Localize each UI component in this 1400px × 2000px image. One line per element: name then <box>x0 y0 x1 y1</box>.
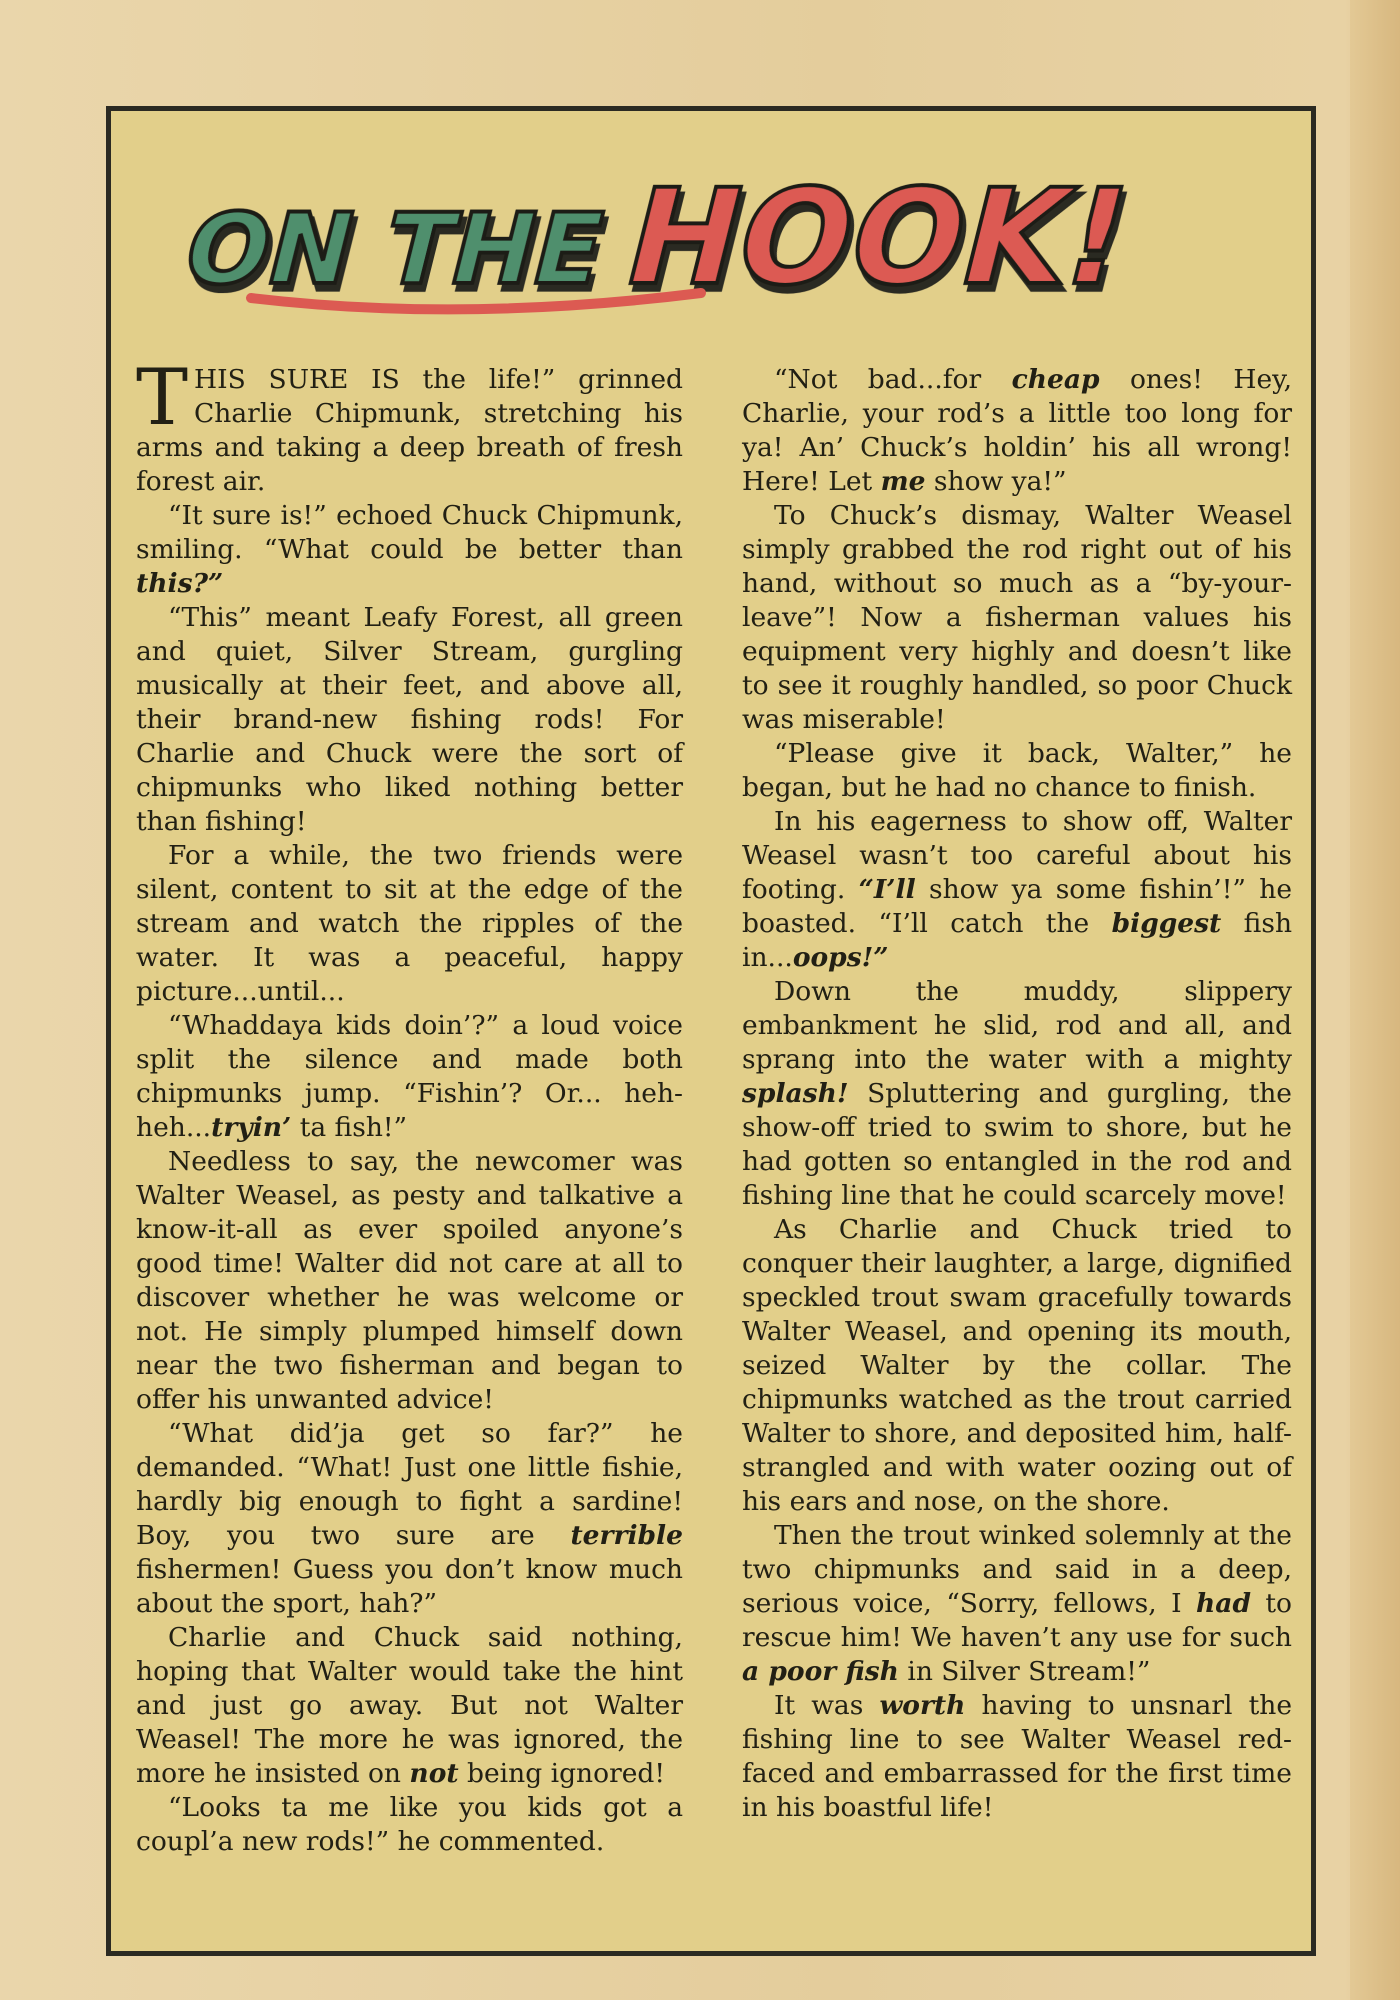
story-paragraph <box>136 1791 683 1859</box>
story-paragraph <box>136 1145 683 1417</box>
emphasis-text: not <box>409 1758 459 1789</box>
paragraph-text: in Silver Stream!” <box>898 1656 1151 1687</box>
story-paragraph <box>136 839 683 1009</box>
story-paragraph <box>136 601 683 839</box>
text-story-panel <box>106 106 1316 1956</box>
paragraph-text: “This” meant Leafy Forest, all green and quiet, Silver Stream, gurgling musically at their feet, and above all, their brand-new fishing rods! For Charlie and Chuck were the sort of chipmunks who liked nothing better than fishing! <box>136 602 683 837</box>
drop-cap: T <box>136 353 189 443</box>
story-paragraph <box>136 1009 683 1145</box>
paragraph-text: “Whaddaya kids doin’?” a loud voice split the silence and made both chipmunks jump. “Fishin’? Or... heh-heh... <box>136 1010 683 1143</box>
emphasis-text: “I’ll <box>858 874 916 905</box>
emphasis-text: splash! <box>742 1078 849 1109</box>
paragraph-text: Spluttering and gurgling, the show-off tried to swim to shore, but he had gotten so entangled in the rod and fishing line that he could scarcely move! <box>742 1078 1292 1211</box>
paragraph-text: “It sure is!” echoed Chuck Chipmunk, smiling. “What could be better than <box>136 500 683 565</box>
story-paragraph <box>742 1689 1292 1825</box>
paragraph-text: In his eagerness to show off, Walter Weasel wasn’t too careful about his footing. <box>742 806 1292 905</box>
emphasis-text: cheap <box>1011 364 1100 395</box>
paragraph-text: Needless to say, the newcomer was Walter Weasel, as pesty and talkative a know-it-all as ever spoiled anyone’s good time! Walter did not care at all to discover whether he was welcome or not. He simply plumped himself down near the two fisherman and began to offer his unwanted advice! <box>136 1146 683 1415</box>
emphasis-text: a poor fish <box>742 1656 899 1687</box>
paragraph-text: Then the trout winked solemnly at the two chipmunks and said in a deep, serious voice, “Sorry, fellows, I <box>742 1520 1292 1619</box>
story-paragraph <box>136 1621 683 1791</box>
emphasis-text: me <box>880 466 926 497</box>
paragraph-text: show ya!” <box>925 466 1067 497</box>
paragraph-text: “Looks ta me like you kids got a coupl’a new rods!” he commented. <box>136 1792 683 1857</box>
story-paragraph <box>136 499 683 601</box>
story-paragraph <box>742 975 1292 1213</box>
emphasis-text: worth <box>879 1690 966 1721</box>
title-part1: ON THE <box>172 193 617 307</box>
paragraph-text: “What did’ja get so far?” he demanded. “What! Just one little fishie, hardly big enough to fight a sardine! Boy, you two sure are <box>136 1418 683 1551</box>
story-paragraph <box>742 1213 1292 1519</box>
emphasis-text: biggest <box>1111 908 1222 939</box>
story-paragraph <box>742 737 1292 805</box>
paragraph-text: Charlie and Chuck said nothing, hoping that Walter would take the hint and just go away. But not Walter Weasel! The more he was ignored, the more he insisted on <box>136 1622 683 1789</box>
paragraph-text: To Chuck’s dismay, Walter Weasel simply grabbed the rod right out of his hand, without so much as a “by-your-leave”! Now a fisherman values his equipment very highly and doesn’t like to see it roughly handled, so poor Chuck was miserable! <box>742 500 1292 735</box>
story-paragraph <box>742 499 1292 737</box>
story-paragraph <box>136 353 683 499</box>
paragraph-text: For a while, the two friends were silent, content to sit at the edge of the stream and watch the ripples of the water. It was a peaceful, happy picture...until... <box>136 840 683 1007</box>
emphasis-text: this?” <box>136 568 224 599</box>
paragraph-text: As Charlie and Chuck tried to conquer their laughter, a large, dignified speckled trout swam gracefully towards Walter Weasel, and opening its mouth, seized Walter by the collar. The chipmunks watched as the trout carried Walter to shore, and deposited him, half-strangled and with water oozing out of his ears and nose, on the shore. <box>742 1214 1292 1517</box>
paragraph-text: being ignored! <box>458 1758 666 1789</box>
paragraph-text: fish in... <box>742 908 1293 973</box>
paragraph-text: “Please give it back, Walter,” he began, but he had no chance to finish. <box>742 738 1292 803</box>
emphasis-text: had <box>1196 1588 1251 1619</box>
story-title <box>111 123 1311 373</box>
paragraph-text: show ya some fishin’!” he boasted. “I’ll catch the <box>742 874 1292 939</box>
title-logo <box>161 133 1271 363</box>
paragraph-text: “Not bad...for <box>774 364 1012 395</box>
page-edge <box>1350 0 1400 2000</box>
story-column-right <box>742 363 1292 1825</box>
paragraph-text: HIS SURE IS the life!” grinned Charlie Chipmunk, stretching his arms and taking a deep breath of fresh forest air. <box>136 364 683 497</box>
title-part2: HOOK! <box>610 160 1147 315</box>
paragraph-text: Down the muddy, slippery embankment he slid, rod and all, and sprang into the water with a mighty <box>742 976 1292 1075</box>
paragraph-text: ta fish!” <box>291 1112 408 1143</box>
paragraph-text: having to unsnarl the fishing line to see Walter Weasel red-faced and embarrassed for the first time in his boastful life! <box>742 1690 1292 1823</box>
paragraph-text: ones! Hey, Charlie, your rod’s a little too long for ya! An’ Chuck’s holdin’ his all wrong! Here! Let <box>742 364 1292 497</box>
paragraph-text: to rescue him! We haven’t any use for such <box>742 1588 1293 1653</box>
emphasis-text: terrible <box>570 1520 683 1551</box>
emphasis-text: tryin’ <box>211 1112 292 1143</box>
story-paragraph <box>742 805 1292 975</box>
paragraph-text: It was <box>774 1690 880 1721</box>
story-column-left <box>136 353 683 1859</box>
story-paragraph <box>742 363 1292 499</box>
story-paragraph <box>136 1417 683 1621</box>
story-paragraph <box>742 1519 1292 1689</box>
emphasis-text: oops!” <box>792 942 889 973</box>
paragraph-text: fishermen! Guess you don’t know much about the sport, hah?” <box>136 1554 683 1619</box>
